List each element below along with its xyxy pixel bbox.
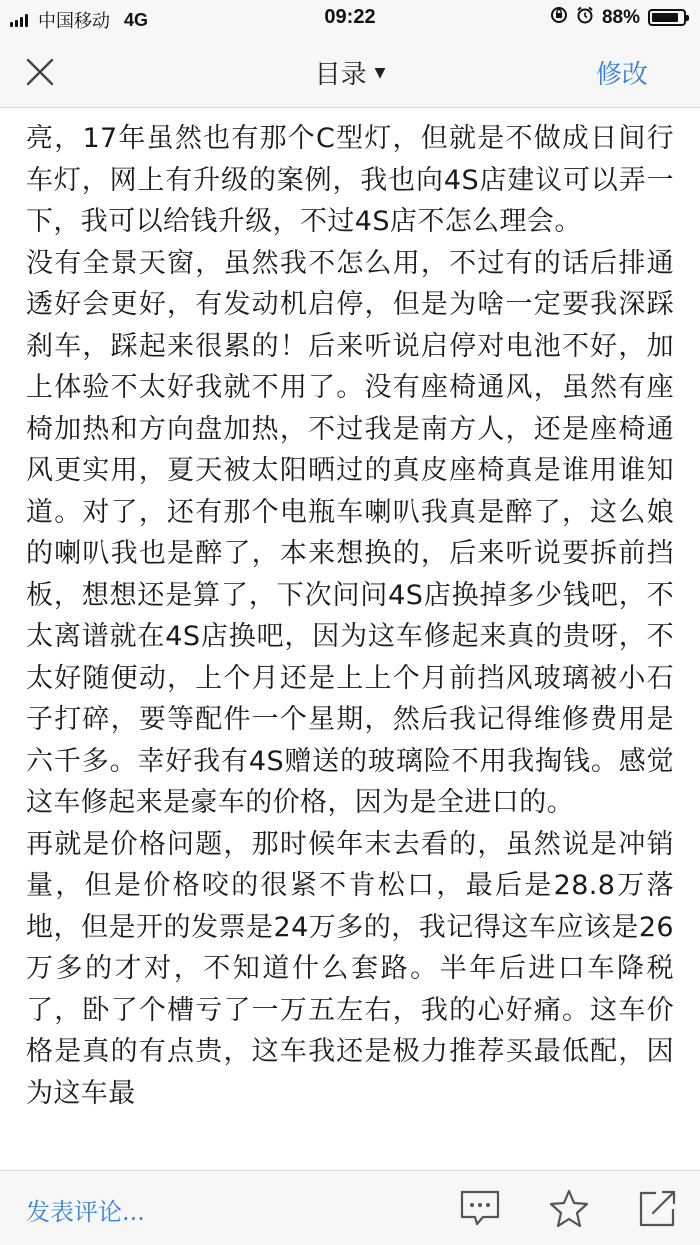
clock: 09:22 [324, 6, 376, 28]
close-button[interactable] [22, 54, 58, 90]
table-of-contents-dropdown[interactable] [315, 54, 386, 91]
post-comment-link[interactable]: 发表评论... [26, 1198, 145, 1226]
article-paragraph: 亮，17年虽然也有那个C型灯，但就是不做成日间行车灯，网上有升级的案例，我也向4S店建议可以弄一下，我可以给钱升级，不过4S店不怎么理会。 [26, 123, 674, 237]
carrier-name: 中国移动 [38, 11, 110, 32]
share-icon [636, 1187, 680, 1229]
caret-down-icon: ▼ [374, 64, 386, 81]
battery-icon [648, 9, 686, 26]
star-icon [547, 1187, 591, 1229]
battery-percent: 88% [601, 6, 640, 28]
network-type: 4G [124, 9, 149, 30]
article-paragraph: 没有全景天窗，虽然我不怎么用，不过有的话后排通透好会更好，有发动机启停，但是为啥一定要我深踩刹车，踩起来很累的！后来听说启停对电池不好，加上体验不太好我就不用了。没有座椅通风，虽然有座椅加热和方向盘加热，不过我是南方人，还是座椅通风更实用，夏天被太阳晒过的真皮座椅真是谁用谁知道。对了，还有那个电瓶车喇叭我真是醉了，这么娘的喇叭我也是醉了，本来想换的，后来听说要拆前挡板，想想还是算了，下次问问4S店换掉多少钱吧，不太离谱就在4S店换吧，因为这车修起来真的贵呀，不太好随便动，上个月还是上上个月前挡风玻璃被小石子打碎，要等配件一个星期，然后我记得维修费用是六千多。幸好我有4S赠送的玻璃险不用我掏钱。感觉这车修起来是豪车的价格，因为是全进口的。 [26, 247, 674, 818]
nav-title-label: 目录 [314, 60, 367, 90]
share-button[interactable] [636, 1187, 680, 1229]
close-icon [22, 54, 58, 90]
comments-button[interactable] [458, 1187, 502, 1229]
comment-bubble-icon [458, 1187, 502, 1229]
edit-button[interactable]: 修改 [595, 60, 648, 90]
alarm-icon [576, 6, 594, 29]
navigation-bar [0, 36, 700, 108]
favorite-button[interactable] [547, 1187, 591, 1229]
battery-level [652, 13, 678, 22]
bottom-toolbar [0, 1170, 700, 1245]
status-right [550, 6, 686, 29]
orientation-lock-icon [550, 6, 568, 29]
article-content [0, 108, 700, 1170]
status-bar [0, 0, 700, 36]
article-paragraph: 再就是价格问题，那时候年末去看的，虽然说是冲销量，但是价格咬的很紧不肯松口，最后是28.8万落地，但是开的发票是24万多的，我记得这车应该是26万多的才对，不知道什么套路。半年后进口车降税了，卧了个槽亏了一万五左右，我的心好痛。这车价格是真的有点贵，这车我还是极力推荐买最低配，因为这车最 [26, 828, 674, 1109]
